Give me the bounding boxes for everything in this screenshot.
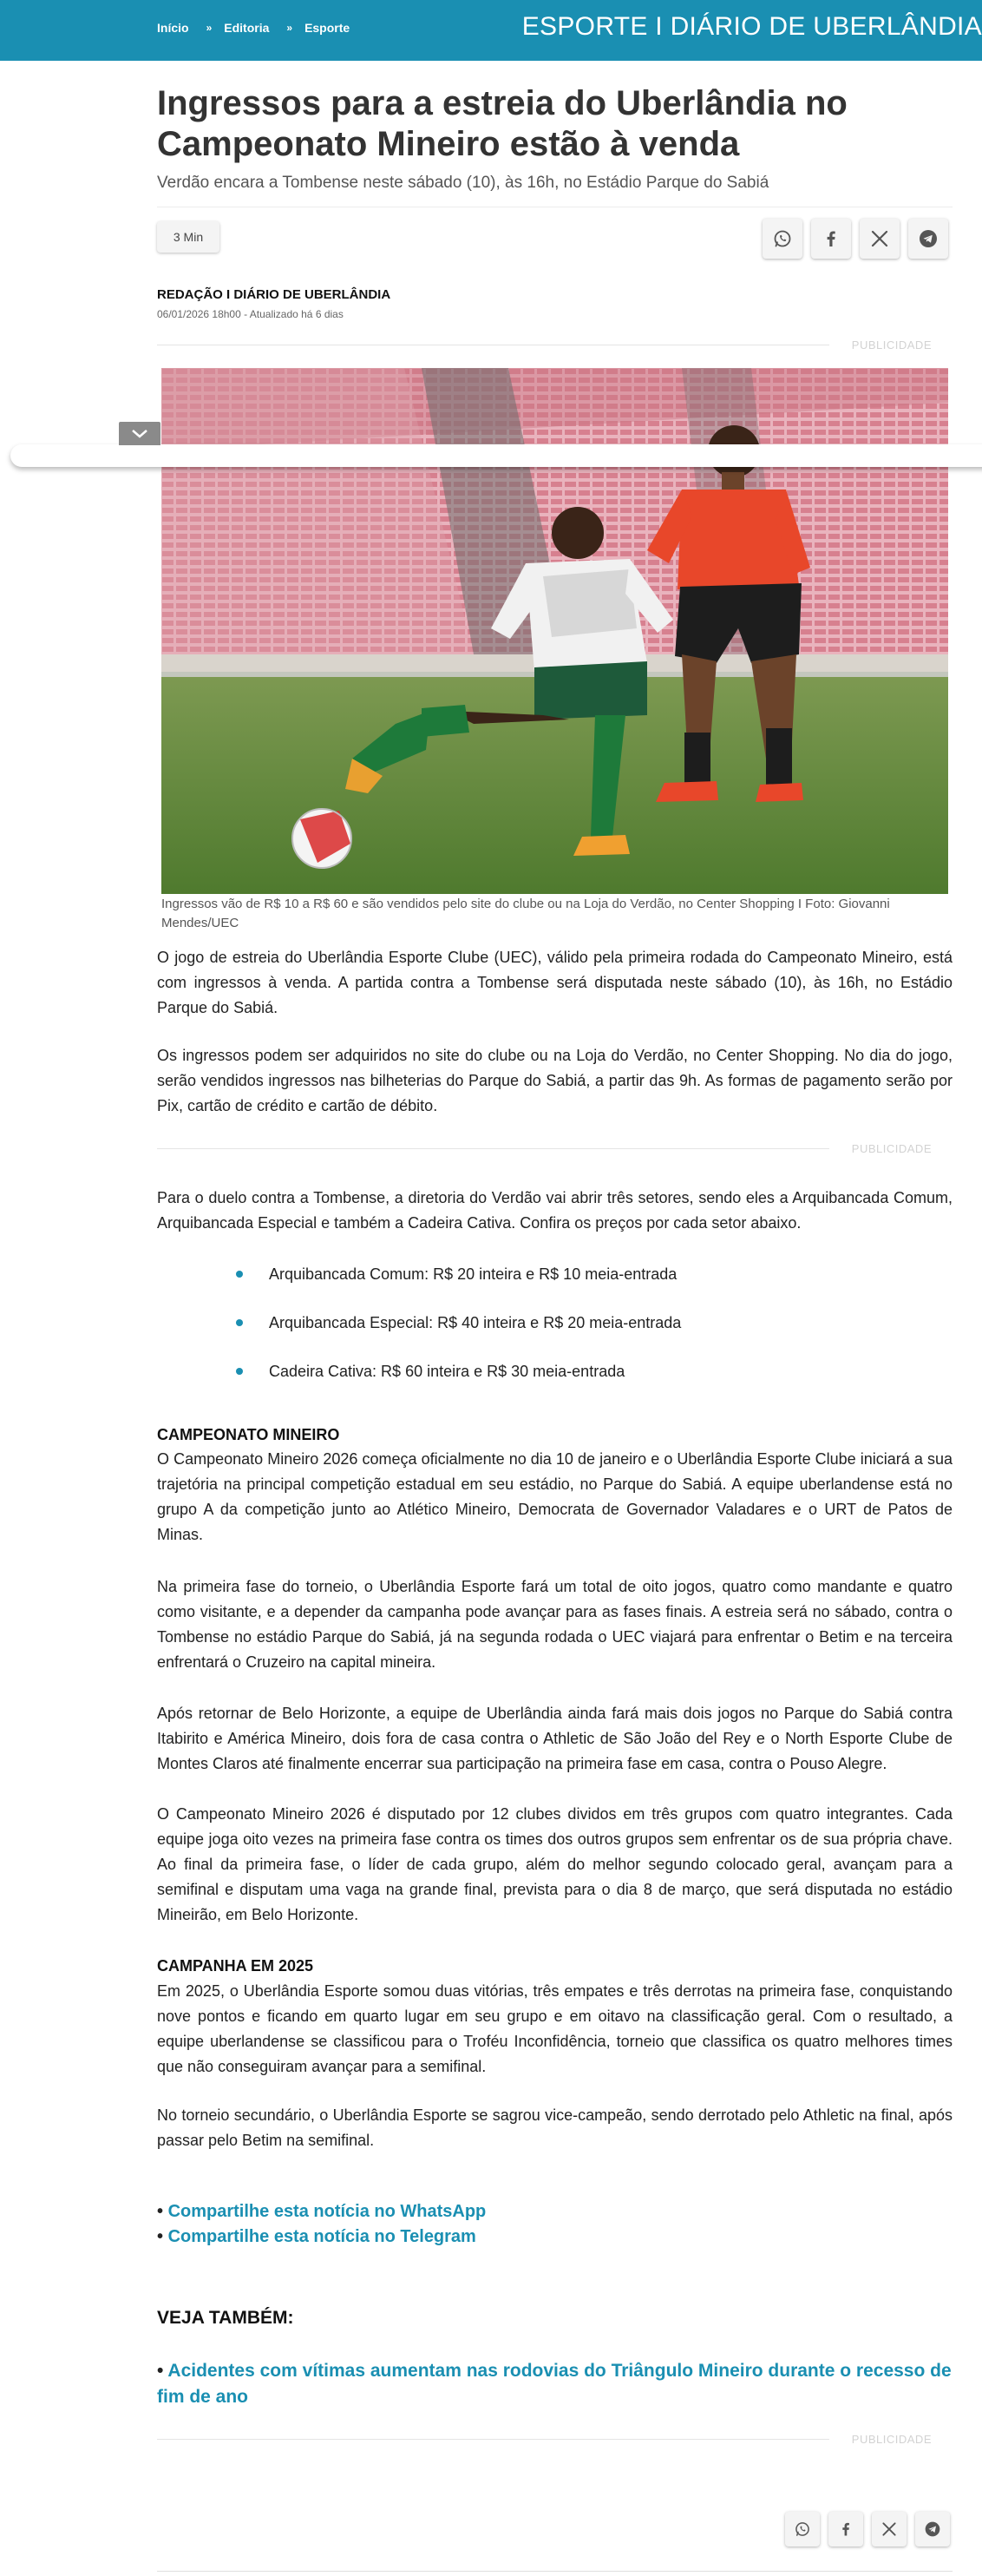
- article-paragraph: Em 2025, o Uberlândia Esporte somou duas vitórias, três empates e três derrotas na primeira fase, conquistando nove pontos e ficando em quarto lugar em seu grupo e em oitavo na classificação geral. Com o resultado, a equipe uberlandense se classificou para o Troféu Inconfidência, torneio que classifica os quatro melhores times que não conseguiram avançar para a semifinal.: [157, 1982, 953, 2075]
- article-paragraph: Para o duelo contra a Tombense, a diretoria do Verdão vai abrir três setores, sendo eles a Arquibancada Comum, Arquibancada Especial e também a Cadeira Cativa. Confira os preços por cada setor abaixo.: [157, 1189, 953, 1232]
- ad-separator: [157, 2433, 953, 2445]
- telegram-icon: [918, 228, 939, 249]
- section-heading: CAMPANHA EM 2025: [157, 1957, 314, 1975]
- x-icon: [869, 228, 890, 249]
- breadcrumb-separator-icon: »: [286, 22, 293, 34]
- x-share-button[interactable]: [872, 2512, 907, 2546]
- related-article-title[interactable]: Acidentes com vítimas aumentam nas rodovias do Triângulo Mineiro durante o recesso de fim de ano: [157, 2361, 952, 2407]
- share-bar-top: [763, 219, 948, 259]
- article-paragraph: No torneio secundário, o Uberlândia Esporte se sagrou vice-campeão, sendo derrotado pelo Athletic na final, após passar pelo Betim na semifinal.: [157, 2106, 953, 2149]
- ticket-price-list: [234, 1250, 841, 1396]
- breadcrumb: [157, 21, 350, 35]
- x-share-button[interactable]: [860, 219, 900, 259]
- bullet-icon: •: [157, 2361, 164, 2381]
- article-paragraph: Na primeira fase do torneio, o Uberlândia Esporte fará um total de oito jogos, quatro como mandante e quatro como visitante, e a depender da campanha pode avançar para as fases finais. A estreia será no sábado, contra o Tombense no estádio Parque do Sabiá, já na segunda rodada o UEC viajará para enfrentar o Betim e na terceira enfrentará o Cruzeiro na capital mineira.: [157, 1578, 953, 1671]
- publish-date: 06/01/2026 18h00 - Atualizado há 6 dias: [157, 308, 344, 320]
- x-icon: [881, 2520, 898, 2538]
- bullet-icon: •: [157, 2202, 164, 2221]
- collapse-toggle-button[interactable]: [119, 422, 160, 445]
- top-bar: [0, 0, 982, 61]
- list-item: Arquibancada Comum: R$ 20 inteira e R$ 10 meia-entrada: [234, 1250, 841, 1298]
- telegram-icon: [924, 2520, 941, 2538]
- share-whatsapp-text[interactable]: Compartilhe esta notícia no WhatsApp: [167, 2202, 487, 2221]
- ad-separator: [157, 1142, 953, 1154]
- share-telegram-text[interactable]: Compartilhe esta notícia no Telegram: [167, 2227, 476, 2246]
- breadcrumb-esporte[interactable]: Esporte: [304, 21, 350, 35]
- article-paragraph: O jogo de estreia do Uberlândia Esporte Clube (UEC), válido pela primeira rodada do Campeonato Mineiro, está com ingressos à venda. A partida contra a Tombense será disputada neste sábado (10), às 16h, no Estádio Parque do Sabiá.: [157, 949, 953, 1016]
- whatsapp-share-button[interactable]: [763, 219, 802, 259]
- photo-caption: Ingressos vão de R$ 10 a R$ 60 e são vendidos pelo site do clube ou na Loja do Verdão, no Center Shopping I Foto: Giovanni Mendes/UEC: [161, 897, 890, 930]
- telegram-share-button[interactable]: [908, 219, 948, 259]
- chevron-down-icon: [130, 428, 149, 440]
- author-name[interactable]: REDAÇÃO I DIÁRIO DE UBERLÂNDIA: [157, 287, 391, 302]
- breadcrumb-editoria[interactable]: Editoria: [224, 21, 270, 35]
- telegram-share-button[interactable]: [915, 2512, 950, 2546]
- soccer-ball: [292, 809, 351, 868]
- ad-label: PUBLICIDADE: [851, 2433, 932, 2446]
- share-bar-bottom: [785, 2512, 950, 2546]
- divider: [157, 2571, 953, 2572]
- list-item: Arquibancada Especial: R$ 40 inteira e R$ 20 meia-entrada: [234, 1298, 841, 1347]
- divider: [157, 2439, 829, 2440]
- floating-player-bar[interactable]: [10, 444, 982, 467]
- facebook-icon: [837, 2520, 854, 2538]
- whatsapp-icon: [794, 2520, 811, 2538]
- article-subtitle: Verdão encara a Tombense neste sábado (10), às 16h, no Estádio Parque do Sabiá: [157, 174, 769, 192]
- facebook-share-button[interactable]: [811, 219, 851, 259]
- divider: [157, 1148, 829, 1149]
- article-paragraph: Os ingressos podem ser adquiridos no site do clube ou na Loja do Verdão, no Center Shopping. No dia do jogo, serão vendidos ingressos nas bilheterias do Parque do Sabiá, a partir das 9h. As formas de pagamento serão por Pix, cartão de crédito e cartão de débito.: [157, 1047, 953, 1114]
- breadcrumb-separator-icon: »: [206, 22, 213, 34]
- article-paragraph: O Campeonato Mineiro 2026 começa oficialmente no dia 10 de janeiro e o Uberlândia Esporte Clube iniciará a sua trajetória na principal competição estadual em seu estádio, no Parque do Sabiá. A equipe uberlandense está no grupo A da competição junto ao Atlético Mineiro, Democrata de Governador Valadares e o URT de Patos de Minas.: [157, 1450, 953, 1543]
- ad-label: PUBLICIDADE: [851, 1142, 932, 1155]
- read-time-badge: 3 Min: [157, 221, 219, 253]
- share-telegram-link[interactable]: [157, 2227, 476, 2247]
- ad-separator: [157, 338, 953, 351]
- facebook-share-button[interactable]: [828, 2512, 863, 2546]
- share-whatsapp-link[interactable]: [157, 2202, 486, 2222]
- ad-label: PUBLICIDADE: [851, 338, 932, 352]
- related-article-link[interactable]: [157, 2358, 953, 2410]
- breadcrumb-home[interactable]: Início: [157, 21, 189, 35]
- article-paragraph: Após retornar de Belo Horizonte, a equipe de Uberlândia ainda fará mais dois jogos no Parque do Sabiá contra Itabirito e América Mineiro, dois fora de casa contra o Athletic de São João del Rey e o North Esporte Clube de Montes Claros até finalmente encerrar sua participação na primeira fase em casa, contra o Pouso Alegre.: [157, 1705, 953, 1772]
- facebook-icon: [821, 228, 841, 249]
- see-also-heading: VEJA TAMBÉM:: [157, 2308, 294, 2328]
- bullet-icon: •: [157, 2227, 164, 2246]
- section-heading: CAMPEONATO MINEIRO: [157, 1426, 340, 1443]
- list-item: Cadeira Cativa: R$ 60 inteira e R$ 30 meia-entrada: [234, 1347, 841, 1396]
- article-paragraph: O Campeonato Mineiro 2026 é disputado por 12 clubes dividos em três grupos com quatro integrantes. Cada equipe joga oito vezes na primeira fase contra os times dos outros grupos sem enfrentar os de sua própria chave. Ao final da primeira fase, o líder de cada grupo, além do melhor segundo colocado geral, avançam para a semifinal e disputam uma vaga na grande final, prevista para o dia 8 de março, que será disputada no estádio Mineirão, em Belo Horizonte.: [157, 1805, 953, 1923]
- whatsapp-share-button[interactable]: [785, 2512, 820, 2546]
- section-title[interactable]: ESPORTE I DIÁRIO DE UBERLÂNDIA: [521, 12, 982, 41]
- whatsapp-icon: [772, 228, 793, 249]
- page-title: Ingressos para a estreia do Uberlândia no Campeonato Mineiro estão à venda: [157, 84, 848, 163]
